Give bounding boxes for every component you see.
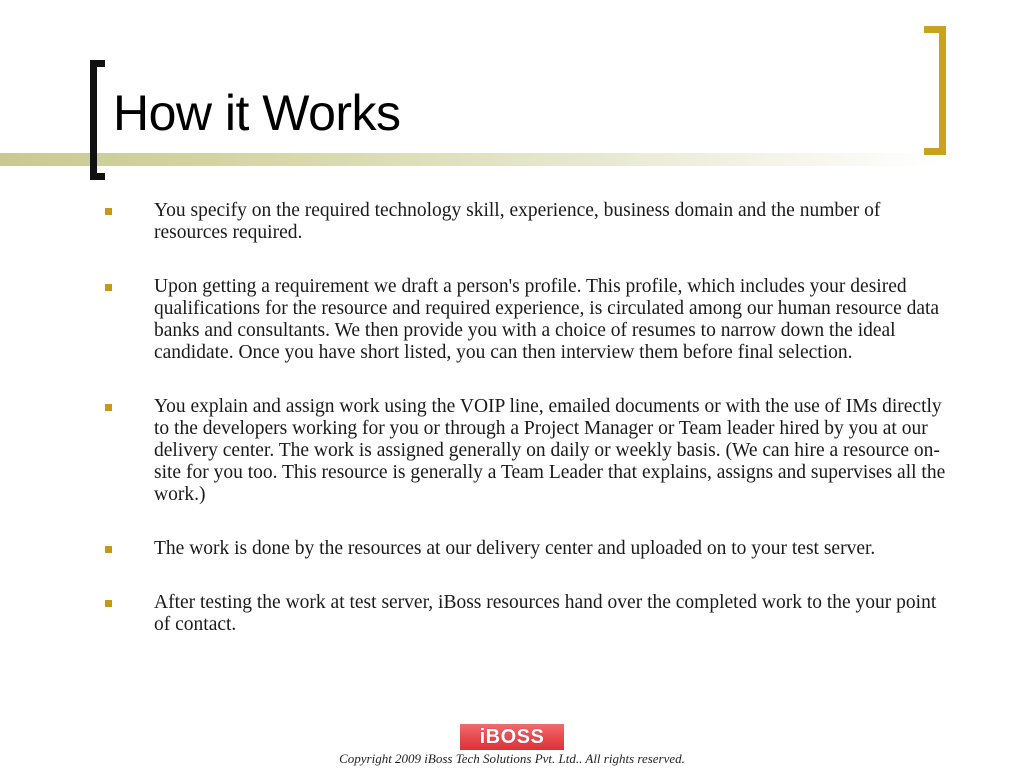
- bullet-list: [100, 200, 950, 668]
- left-bracket-decoration: [90, 60, 105, 180]
- bullet-text: You specify on the required technology skill, experience, business domain and the number of resources required.: [154, 200, 881, 243]
- bullet-item: [100, 276, 950, 364]
- bullet-item: [100, 396, 950, 506]
- square-bullet-icon: [105, 208, 112, 215]
- iboss-logo: [460, 724, 564, 750]
- bullet-item: [100, 538, 950, 560]
- bullet-text: You explain and assign work using the VOIP line, emailed documents or with the use of IMs directly to the developers working for you or through a Project Manager or Team leader hired by you at our delivery center. The work is assigned generally on daily or weekly basis. (We can hire a resource on-site for you too. This resource is generally a Team Leader that explains, assigns and supervises all the work.): [154, 396, 946, 505]
- bullet-item: [100, 592, 950, 636]
- bullet-item: [100, 200, 950, 244]
- bullet-text: The work is done by the resources at our delivery center and uploaded on to your test server.: [154, 538, 876, 559]
- copyright-text: Copyright 2009 iBoss Tech Solutions Pvt. Ltd.. All rights reserved.: [339, 751, 685, 766]
- square-bullet-icon: [105, 284, 112, 291]
- square-bullet-icon: [105, 404, 112, 411]
- title-gradient-band: [0, 153, 940, 166]
- right-bracket-decoration: [924, 26, 946, 155]
- square-bullet-icon: [105, 546, 112, 553]
- square-bullet-icon: [105, 600, 112, 607]
- bullet-text: Upon getting a requirement we draft a person's profile. This profile, which includes your desired qualifications for the resource and required experience, is circulated among our human resource data banks and consultants. We then provide you with a choice of resumes to narrow down the ideal candidate. Once you have short listed, you can then interview them before final selection.: [154, 276, 940, 363]
- bullet-text: After testing the work at test server, iBoss resources hand over the completed work to the your point of contact.: [154, 592, 937, 635]
- slide-title: How it Works: [113, 85, 401, 141]
- logo-text: iBOSS: [479, 725, 545, 748]
